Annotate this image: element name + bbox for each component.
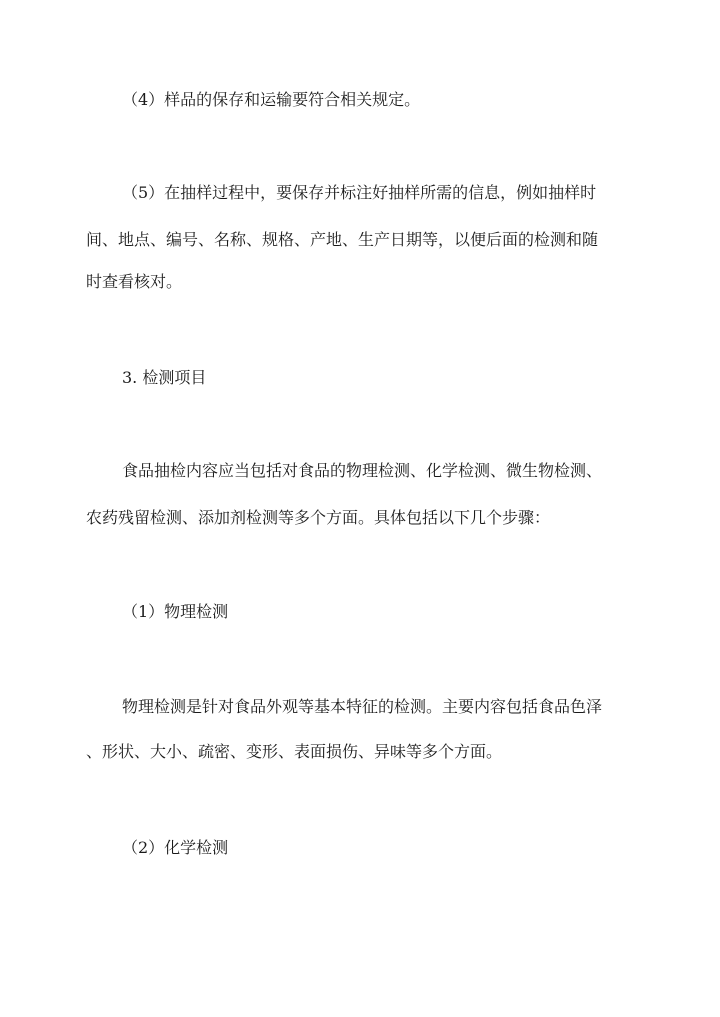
list-item-4: （4）样品的保存和运输要符合相关规定。: [122, 90, 421, 109]
intro-paragraph-line-2: 农药残留检测、添加剂检测等多个方面。具体包括以下几个步骤：: [86, 508, 551, 527]
list-item-5-line-3: 时查看核对。: [86, 272, 183, 291]
list-item-5-line-1: （5）在抽样过程中，要保存并标注好抽样所需的信息，例如抽样时: [122, 183, 597, 202]
list-item-5-line-2: 间、地点、编号、名称、规格、产地、生产日期等，以便后面的检测和随: [86, 230, 599, 249]
subsection-heading-physical: （1）物理检测: [122, 602, 229, 621]
section-heading: 3. 检测项目: [122, 368, 207, 387]
subsection-heading-chemical: （2）化学检测: [122, 838, 229, 857]
physical-paragraph-line-1: 物理检测是针对食品外观等基本特征的检测。主要内容包括食品色泽: [122, 697, 603, 716]
physical-paragraph-line-2: 、形状、大小、疏密、变形、表面损伤、异味等多个方面。: [86, 742, 503, 761]
intro-paragraph-line-1: 食品抽检内容应当包括对食品的物理检测、化学检测、微生物检测、: [122, 461, 603, 480]
